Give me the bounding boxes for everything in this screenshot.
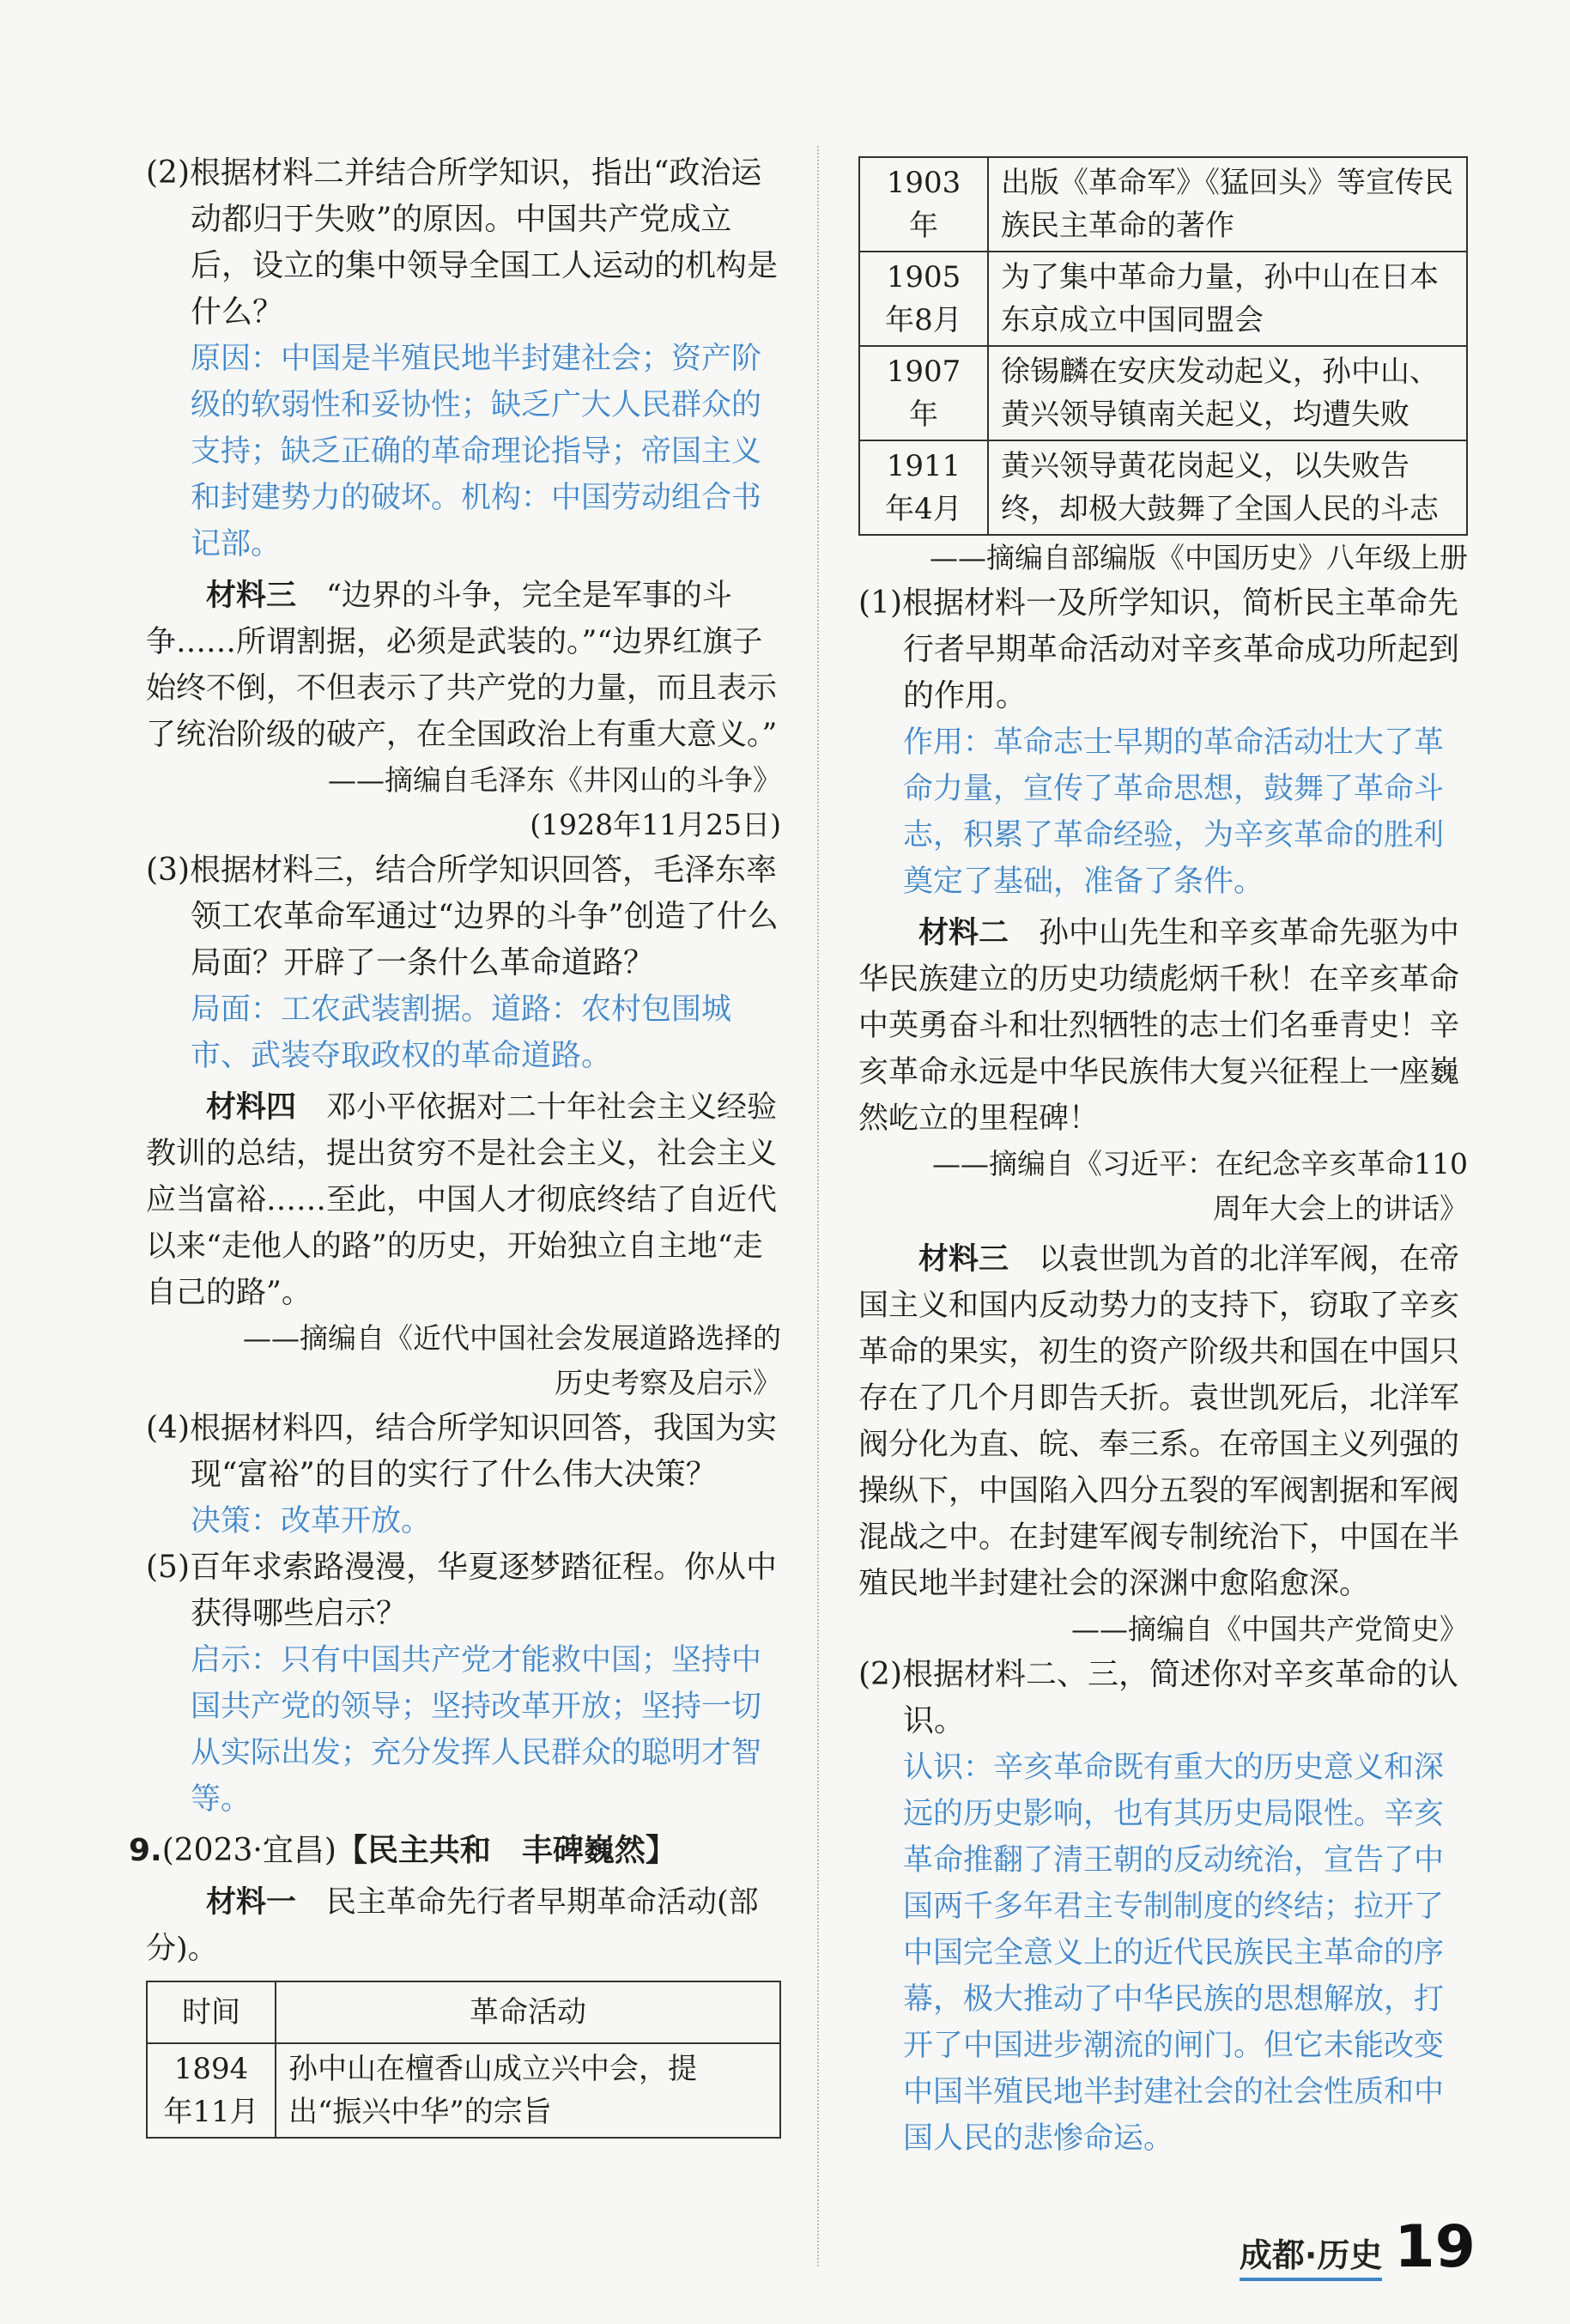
table-cell-event: 黄兴领导黄花岗起义，以失败告终，却极大鼓舞了全国人民的斗志 [988, 440, 1467, 535]
table-source: ——摘编自部编版《中国历史》八年级上册 [930, 541, 1468, 574]
table-cell-event: 孙中山在檀香山成立兴中会，提出“振兴中华”的宗旨 [276, 2043, 780, 2138]
question-4: (4)根据材料四，结合所学知识回答，我国为实现“富裕”的目的实行了什么伟大决策？ [146, 1411, 777, 1492]
material-4 [146, 1084, 781, 1316]
table-row [859, 346, 1467, 440]
table-cell-time: 1907年 [859, 346, 988, 440]
material-4-source: ——摘编自《近代中国社会发展道路选择的 [243, 1321, 781, 1355]
material-2-source: ——摘编自《习近平：在纪念辛亥革命110 [932, 1147, 1468, 1180]
material-3-title: 材料三 [206, 579, 297, 613]
question-9-number: 9. [129, 1833, 162, 1868]
material-2-title: 材料二 [918, 916, 1009, 950]
material-4-source-cont: 历史考察及启示》 [555, 1366, 781, 1399]
footer-label: 成都·历史 [1240, 2229, 1382, 2281]
question-9-theme: 【民主共和 丰碑巍然】 [336, 1833, 676, 1868]
answer-2: 原因：中国是半殖民地半封建社会；资产阶级的软弱性和妥协性；缺乏广大人民群众的支持；缺乏正确的革命理论指导；帝国主义和封建势力的破坏。机构：中国劳动组合书记部。 [191, 342, 762, 561]
material-3-right-source: ——摘编自《中国共产党简史》 [1071, 1612, 1468, 1646]
question-3: (3)根据材料三，结合所学知识回答，毛泽东率领工农革命军通过“边界的斗争”创造了什么局面？开辟了一条什么革命道路？ [146, 853, 779, 980]
revolution-table-part2 [858, 156, 1468, 536]
table-row [859, 157, 1467, 252]
table-cell-event: 徐锡麟在安庆发动起义，孙中山、黄兴领导镇南关起义，均遭失败 [988, 346, 1467, 440]
answer-4: 决策：改革开放。 [191, 1504, 432, 1538]
question-2: (2)根据材料二并结合所学知识，指出“政治运动都归于失败”的原因。中国共产党成立后，设立的集中领导全国工人运动的机构是什么？ [146, 155, 779, 330]
material-1-text: 民主革命先行者早期革命活动(部分)。 [146, 1885, 759, 1966]
table-header-row [147, 1981, 780, 2043]
left-column [129, 150, 781, 2139]
question-5: (5)百年求索路漫漫，华夏逐梦踏征程。你从中获得哪些启示？ [146, 1550, 777, 1631]
table-cell-event: 为了集中革命力量，孙中山在日本东京成立中国同盟会 [988, 252, 1467, 346]
question-9-2: (2)根据材料二、三，简述你对辛亥革命的认识。 [858, 1657, 1458, 1738]
material-2-text: 孙中山先生和辛亥革命先驱为中华民族建立的历史功绩彪炳千秋！在辛亥革命中英勇奋斗和壮烈牺牲的志士们名垂青史！辛亥革命永远是中华民族伟大复兴征程上一座巍然屹立的里程碑！ [858, 916, 1460, 1136]
table-cell-time: 1894年11月 [147, 2043, 276, 2138]
revolution-table-part1 [146, 1981, 781, 2139]
material-3-source-date: (1928年11月25日) [530, 808, 781, 841]
answer-9-1: 作用：革命志士早期的革命活动壮大了革命力量，宣传了革命思想，鼓舞了革命斗志，积累了革命经验，为辛亥革命的胜利奠定了基础，准备了条件。 [903, 725, 1445, 899]
material-3-right-title: 材料三 [918, 1242, 1009, 1277]
answer-9-2: 认识：辛亥革命既有重大的历史意义和深远的历史影响，也有其历史局限性。辛亥革命推翻了清王朝的反动统治，宣告了中国两千多年君主专制制度的终结；拉开了中国完全意义上的近代民族民主革命的序幕，极大推动了中华民族的思想解放，打开了中国进步潮流的闸门。但它未能改变中国半殖民地半封建社会的社会性质和中国人民的悲惨命运。 [903, 1751, 1445, 2156]
material-2-source-cont: 周年大会上的讲话》 [1213, 1192, 1468, 1225]
table-cell-time: 1903年 [859, 157, 988, 252]
material-3-right [858, 1236, 1468, 1607]
material-4-title: 材料四 [206, 1090, 297, 1125]
question-9-header [129, 1828, 781, 1874]
table-header-event: 革命活动 [276, 1981, 780, 2043]
column-divider [817, 146, 819, 2266]
material-3-right-text: 以袁世凯为首的北洋军阀，在帝国主义和国内反动势力的支持下，窃取了辛亥革命的果实，初生的资产阶级共和国在中国只存在了几个月即告夭折。袁世凯死后，北洋军阀分化为直、皖、奉三系。在帝国主义列强的操纵下，中国陷入四分五裂的军阀割据和军阀混战之中。在封建军阀专制统治下，中国在半殖民地半封建社会的深渊中愈陷愈深。 [858, 1242, 1460, 1601]
material-3-source: ——摘编自毛泽东《井冈山的斗争》 [328, 763, 781, 797]
material-4-text: 邓小平依据对二十年社会主义经验教训的总结，提出贫穷不是社会主义，社会主义应当富裕……至此，中国人才彻底终结了自近代以来“走他人的路”的历史，开始独立自主地“走自己的路”。 [146, 1090, 778, 1310]
page-number: 19 [1394, 2213, 1476, 2281]
question-9-source: (2023·宜昌) [161, 1833, 336, 1868]
question-9-1: (1)根据材料一及所学知识，简析民主革命先行者早期革命活动对辛亥革命成功所起到的作用。 [858, 586, 1460, 713]
table-header-time: 时间 [147, 1981, 276, 2043]
table-row [859, 252, 1467, 346]
table-cell-time: 1911年4月 [859, 440, 988, 535]
material-2 [858, 910, 1468, 1142]
table-row [147, 2043, 780, 2138]
material-3-text: “边界的斗争，完全是军事的斗争……所谓割据，必须是武装的。”“边界红旗子始终不倒，不但表示了共产党的力量，而且表示了统治阶级的破产，在全国政治上有重大意义。” [146, 579, 778, 752]
page-footer [1240, 2213, 1476, 2281]
material-3 [146, 573, 781, 758]
right-column [858, 156, 1468, 2162]
material-1-title: 材料一 [206, 1885, 297, 1920]
answer-5: 启示：只有中国共产党才能救中国；坚持中国共产党的领导；坚持改革开放；坚持一切从实际出发；充分发挥人民群众的聪明才智等。 [191, 1643, 762, 1817]
table-cell-time: 1905年8月 [859, 252, 988, 346]
table-cell-event: 出版《革命军》《猛回头》等宣传民族民主革命的著作 [988, 157, 1467, 252]
material-1 [146, 1879, 781, 1972]
table-row [859, 440, 1467, 535]
answer-3: 局面：工农武装割据。道路：农村包围城市、武装夺取政权的革命道路。 [191, 992, 732, 1073]
